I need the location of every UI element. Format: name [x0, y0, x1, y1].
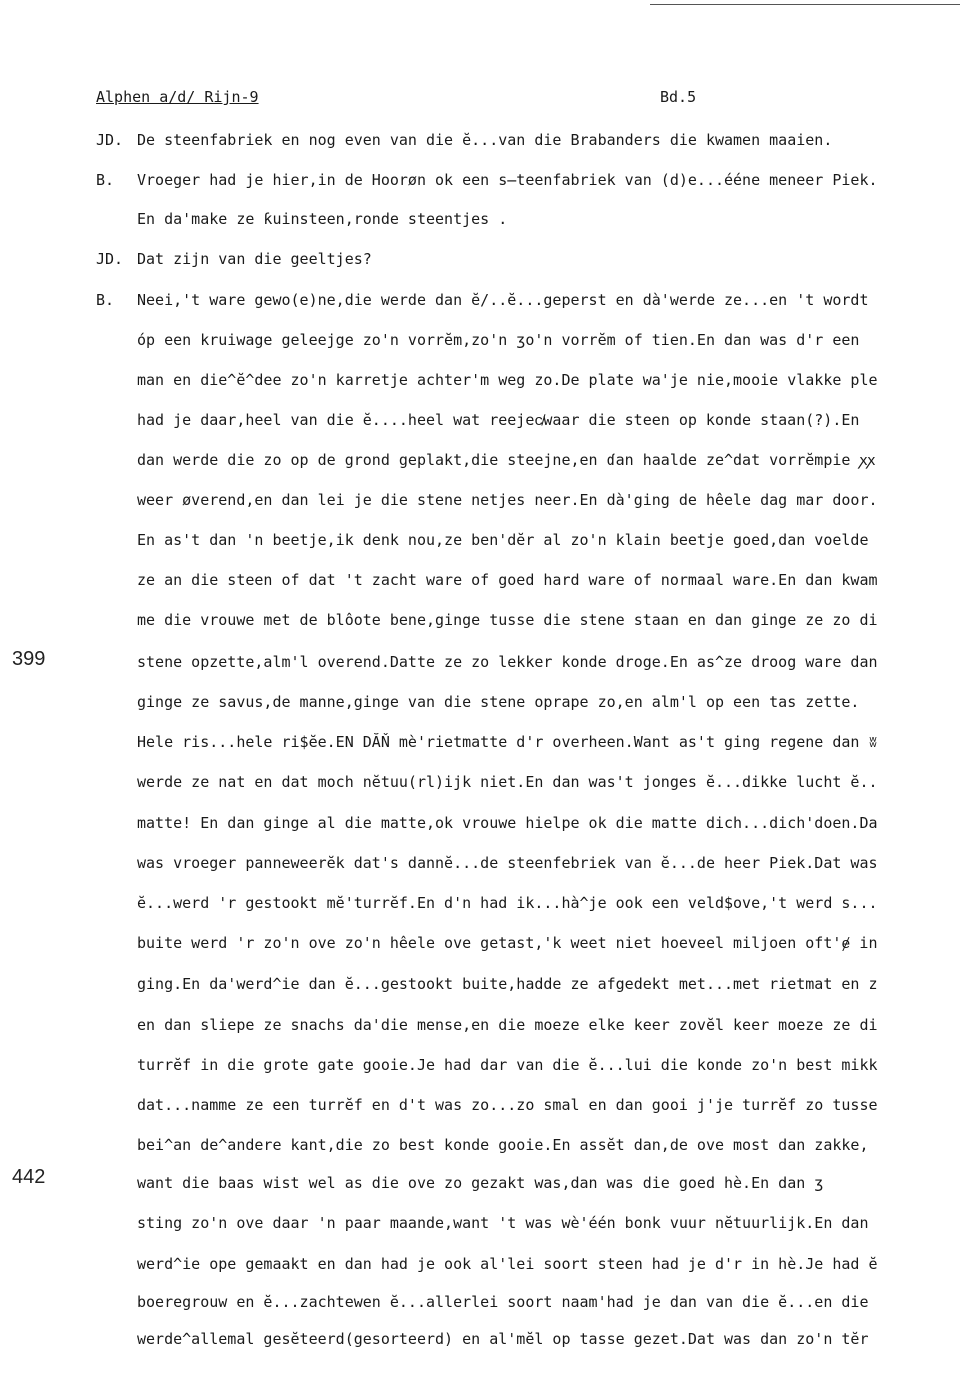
speaker-label: JD.: [96, 131, 124, 149]
transcript-line: [0, 1053, 960, 1077]
speaker-label: B.: [96, 291, 115, 309]
transcript-line: [0, 568, 960, 592]
line-text: En as't dan 'n beetje,ik denk nou,ze ben'dĕr al zo'n klain beetje goed,dan voelde: [137, 531, 869, 549]
line-text: buite werd 'r zo'n ove zo'n hêele ove getast,'k weet niet hoeveel miljoen oft'ɇ in: [137, 934, 878, 952]
transcript-line: [0, 168, 960, 192]
line-text: en dan sliepe ze snachs da'die mense,en die moeze elke keer zovĕl keer moeze ze di: [137, 1016, 878, 1034]
line-text: Dat zijn van die geeltjes?: [137, 250, 372, 268]
transcript-line: [0, 891, 960, 915]
speaker-label: B.: [96, 171, 115, 189]
line-text: matte! En dan ginge al die matte,ok vrouwe hielpe ok die matte dich...dich'doen.Da: [137, 814, 878, 832]
line-text: werde^allemal gesĕteerd(gesorteerd) en al'mĕl op tasse gezet.Dat was dan zo'n tĕr: [137, 1330, 869, 1348]
transcript-line: [0, 851, 960, 875]
line-text: Hele ris...hele ri$ĕe.EN DĂŇ mè'rietmatte d'r overheen.Want as't ging regene dan ʬ: [137, 733, 878, 751]
line-text: werd^ie ope gemaakt en dan had je ook al'lei soort steen had je d'r in hè.Je had ĕ: [137, 1255, 878, 1273]
transcript-line: [0, 1093, 960, 1117]
line-text: werde ze nat en dat moch nĕtuu(rl)ijk niet.En dan was't jonges ĕ...dikke lucht ĕ..: [137, 773, 878, 791]
transcript-line: [0, 931, 960, 955]
transcript-line: [0, 1133, 960, 1157]
transcript-line: [0, 1013, 960, 1037]
transcript-line: [0, 528, 960, 552]
line-text: was vroeger panneweerĕk dat's dannĕ...de steenfebriek van ĕ...de heer Piek.Dat was: [137, 854, 878, 872]
transcript-line: [0, 448, 960, 472]
line-text: ging.En da'werd^ie dan ĕ...gestookt buite,hadde ze afgedekt met...met rietmat en z: [137, 975, 878, 993]
transcript-line: [0, 608, 960, 632]
line-text: ginge ze savus,de manne,ginge van die stene oprape zo,en alm'l op een tas zette.: [137, 693, 860, 711]
transcript-line: [0, 328, 960, 352]
transcript-line: [0, 1211, 960, 1235]
document-title: Alphen a/d/ Rijn-9: [96, 88, 259, 106]
transcript-line: [0, 368, 960, 392]
line-text: Vroeger had je hier,in de Hoorøn ok een s̶teenfabriek van (d)e...ééne meneer Piek.: [137, 171, 878, 189]
margin-note-page-number: 442: [12, 1166, 46, 1188]
line-text: boeregrouw en ĕ...zachtewen ĕ...allerlei soort naam'had je dan van die ĕ...en die: [137, 1293, 869, 1311]
transcript-line: [0, 811, 960, 835]
transcript-line: [0, 247, 960, 271]
line-text: bei^an de^andere kant,die zo best konde gooie.En assĕt dan,de ove most dan zakke,: [137, 1136, 869, 1154]
transcript-line: [0, 207, 960, 231]
transcript-line: [0, 690, 960, 714]
line-text: want die baas wist wel as die ove zo gezakt was,dan was die goed hè.En dan ʒ: [137, 1174, 824, 1192]
margin-note-page-number: 399: [12, 648, 46, 670]
line-text: me die vrouwe met de blôote bene,ginge tusse die stene staan en dan ginge ze zo di: [137, 611, 878, 629]
line-text: man en die^ĕ^dee zo'n karretje achter'm weg zo.De plate wa'je nie,mooie vlakke ple: [137, 371, 878, 389]
line-text: ze an die steen of dat 't zacht ware of goed hard ware of normaal ware.En dan kwam: [137, 571, 878, 589]
line-text: En da'make ze ƙuinsteen,ronde steentjes .: [137, 210, 508, 228]
speaker-label: JD.: [96, 250, 124, 268]
line-text: dat...namme ze een turrĕf en d't was zo...zo smal en dan gooi j'je turrĕf zo tusse: [137, 1096, 878, 1114]
line-text: weer øverend,en dan lei je die stene netjes neer.En dà'ging de hêele dag mar door.: [137, 491, 878, 509]
transcript-line: [0, 128, 960, 152]
transcript-line: [0, 1252, 960, 1276]
line-text: ĕ...werd 'r gestookt mĕ'turrĕf.En d'n had ik...hà^je ook een veld$ove,'t werd s...: [137, 894, 878, 912]
line-text: Neei,'t ware gewo(e)ne,die werde dan ĕ/..ĕ...geperst en dà'werde ze...en 't wordt: [137, 291, 869, 309]
transcript-line: [0, 972, 960, 996]
transcript-line: [0, 650, 960, 674]
transcript-line: [0, 288, 960, 312]
line-text: stene opzette,alm'l overend.Datte ze zo lekker konde droge.En as^ze droog ware dan: [137, 653, 878, 671]
transcript-line: [0, 770, 960, 794]
transcript-line: [0, 488, 960, 512]
transcript-line: [0, 730, 960, 754]
transcript-line: [0, 1327, 960, 1351]
transcript-line: [0, 408, 960, 432]
top-rule: [650, 4, 960, 5]
line-text: had je daar,heel van die ĕ....heel wat reejeᴄ̸waar die steen op konde staan(?).En: [137, 411, 860, 429]
volume-number: Bd.5: [660, 88, 697, 106]
line-text: dan werde die zo op de grond geplakt,die steejne,en ɗan haalde ze^dat vorrĕmpie ꭗꭗ: [137, 451, 876, 469]
transcript-line: [0, 1290, 960, 1314]
line-text: De steenfabriek en nog even van die ĕ...van die Brabanders die kwamen maaien.: [137, 131, 833, 149]
line-text: sting zo'n ove daar 'n paar maande,want 't was wè'één bonk vuur nĕtuurlijk.En dan: [137, 1214, 869, 1232]
line-text: turrĕf in die grote gate gooie.Je had dar van die ĕ...lui die konde zo'n best mikk: [137, 1056, 878, 1074]
transcript-line: [0, 1171, 960, 1195]
line-text: óp een kruiwage geleejge zo'n vorrĕm,zo'n ʒo'n vorrĕm of tien.En dan was d'r een: [137, 331, 860, 349]
